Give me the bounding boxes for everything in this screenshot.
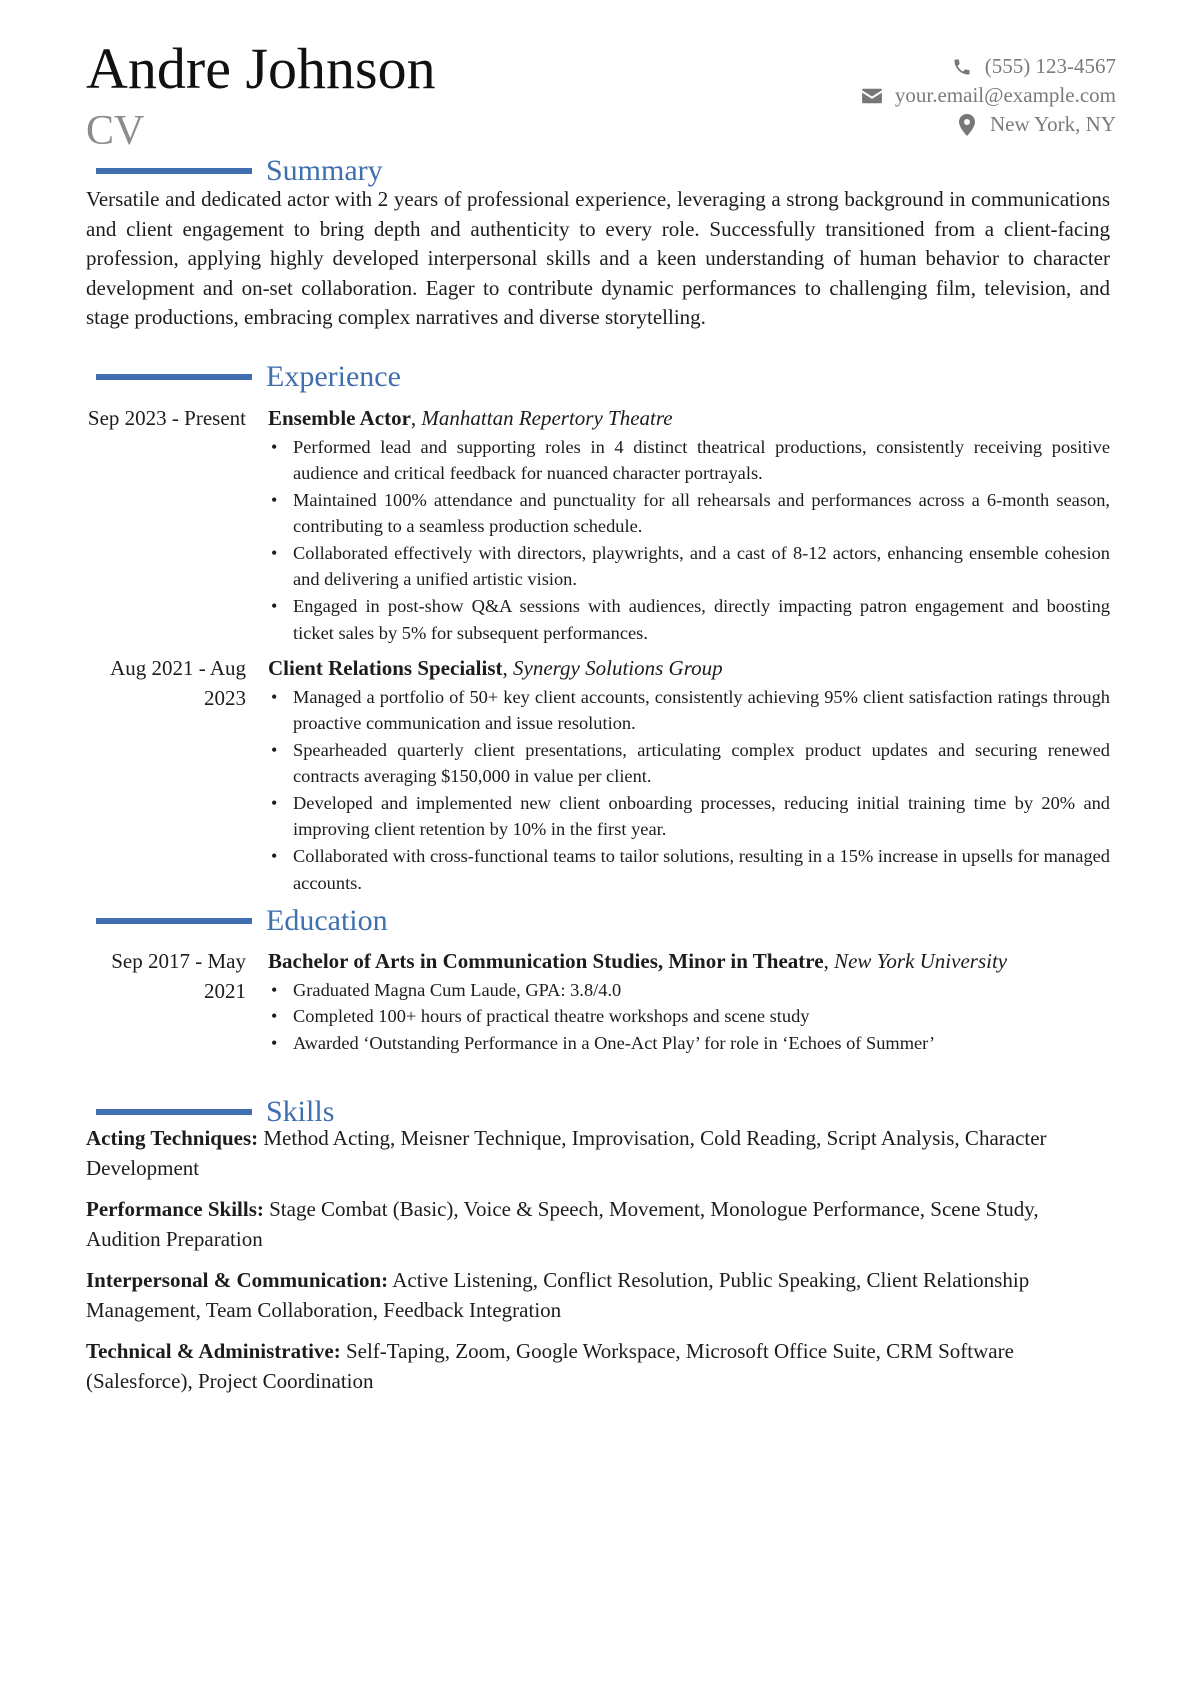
section-rule [96,1109,252,1115]
contact-phone [860,52,1116,81]
skill-value: Active Listening, Conflict Resolution, Public Speaking, Client Relationship Management, Team Collaboration, Feedback Integration [86,1268,1030,1322]
skill-label: Interpersonal & Communication: [86,1268,389,1292]
entry-headline: Bachelor of Arts in Communication Studies, Minor in Theatre, New York University [268,949,1008,973]
envelope-icon [860,87,884,105]
entry-org: New York University [834,949,1008,973]
phone-icon [950,57,974,77]
email-link[interactable]: your.email@example.com [894,83,1116,107]
bullet-item: • Spearheaded quarterly client presentations, articulating complex product updates and securing renewed contracts averaging $150,000 in value per client. [293,737,1110,790]
section-title: Summary [266,154,383,187]
entry-date: Aug 2021 - Aug 2023 [110,656,246,710]
bullet-item: • Collaborated with cross-functional teams to tailor solutions, resulting in a 15% increase in upsells for managed accounts. [293,843,1110,896]
skill-row [86,1266,1110,1325]
section-title: Education [266,904,388,937]
bullet-item: • Maintained 100% attendance and punctuality for all rehearsals and performances across a 6-month season, contributing to a seamless production schedule. [293,487,1110,540]
section-experience-heading [96,362,1116,398]
skill-value: Self-Taping, Zoom, Google Workspace, Microsoft Office Suite, CRM Software (Salesforce), Project Coordination [86,1339,1014,1393]
entry-bullets [268,977,1110,1057]
skill-label: Technical & Administrative: [86,1339,341,1363]
bullet-item: • Performed lead and supporting roles in 4 distinct theatrical productions, consistently receiving positive audience and critical feedback for nuanced character portrayals. [293,434,1110,487]
skill-row [86,1337,1110,1396]
entry-date: Sep 2017 - May 2021 [111,949,246,1003]
skill-label: Acting Techniques: [86,1126,259,1150]
entry-date: Sep 2023 - Present [87,406,246,430]
entry-org: Synergy Solutions Group [513,656,723,680]
skill-row [86,1124,1110,1183]
entry-bullets [268,434,1110,647]
section-rule [96,918,252,924]
skill-value: Stage Combat (Basic), Voice & Speech, Movement, Monologue Performance, Scene Study, Audition Preparation [86,1197,1039,1251]
candidate-name: Andre Johnson [86,36,436,101]
skill-label: Performance Skills: [86,1197,264,1221]
entry-body [268,654,1110,896]
section-title: Skills [266,1095,335,1128]
bullet-item: • Graduated Magna Cum Laude, GPA: 3.8/4.0 [293,977,1110,1004]
entry-body [268,404,1110,646]
phone-text[interactable]: (555) 123-4567 [984,54,1116,78]
section-education-heading [96,906,1116,942]
bullet-item: • Managed a portfolio of 50+ key client accounts, consistently achieving 95% client satisfaction ratings through proactive communication and issue resolution. [293,684,1110,737]
contact-email [860,81,1116,110]
entry-role: Client Relations Specialist [268,656,503,680]
skill-row [86,1195,1110,1254]
map-pin-icon [955,114,979,136]
contact-location [860,110,1116,139]
contact-block [860,52,1116,139]
entry-role: Ensemble Actor [268,406,411,430]
document-subtitle: CV [86,108,145,154]
entry-body [268,947,1110,1056]
entry-headline: Ensemble Actor, Manhattan Repertory Theatre [268,406,673,430]
bullet-item: • Collaborated effectively with directors, playwrights, and a cast of 8-12 actors, enhancing ensemble cohesion and delivering a unified artistic vision. [293,540,1110,593]
bullet-item: • Developed and implemented new client onboarding processes, reducing initial training time by 20% and improving client retention by 10% in the first year. [293,790,1110,843]
bullet-item: • Completed 100+ hours of practical theatre workshops and scene study [293,1003,1110,1030]
summary-text: Versatile and dedicated actor with 2 years of professional experience, leveraging a strong background in communications and client engagement to bring depth and authenticity to every role. Successfully transitioned from a client-facing profession, applying highly developed interpersonal skills and a keen understanding of human behavior to character development and on-set collaboration. Eager to contribute dynamic performances to challenging film, television, and stage productions, embracing complex narratives and diverse storytelling. [86,187,1110,329]
bullet-item: • Awarded ‘Outstanding Performance in a One-Act Play’ for role in ‘Echoes of Summer’ [293,1030,1110,1057]
entry-headline: Client Relations Specialist, Synergy Solutions Group [268,656,723,680]
section-rule [96,168,252,174]
entry-org: Manhattan Repertory Theatre [421,406,673,430]
section-title: Experience [266,360,401,393]
bullet-item: • Engaged in post-show Q&A sessions with audiences, directly impacting patron engagement and boosting ticket sales by 5% for subsequent performances. [293,593,1110,646]
section-rule [96,374,252,380]
location-text: New York, NY [989,112,1116,136]
entry-role: Bachelor of Arts in Communication Studies, Minor in Theatre [268,949,824,973]
skill-value: Method Acting, Meisner Technique, Improvisation, Cold Reading, Script Analysis, Character Development [86,1126,1047,1180]
entry-bullets [268,684,1110,897]
